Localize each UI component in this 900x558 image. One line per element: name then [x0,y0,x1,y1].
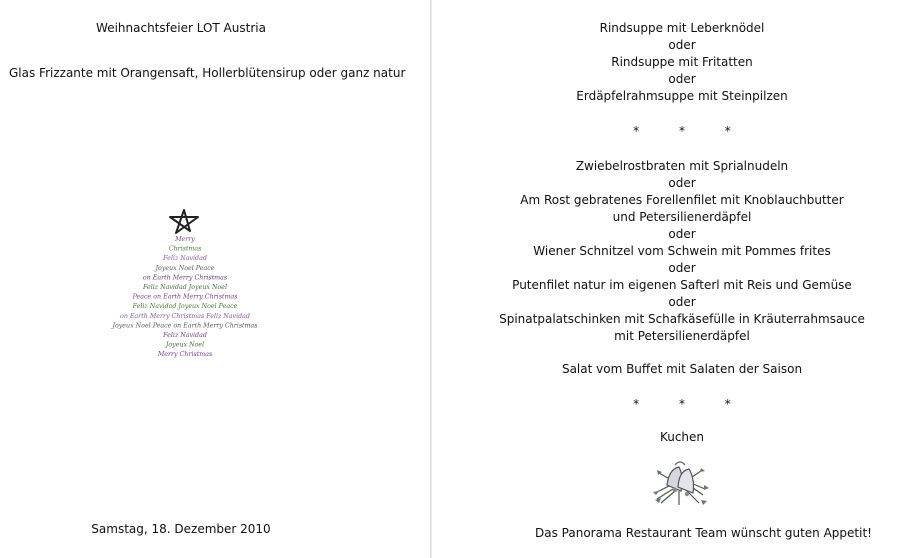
menu-line: Wiener Schnitzel vom Schwein mit Pommes frites [533,244,831,258]
tree-word-line: Christmas [168,245,202,253]
event-title: Weihnachtsfeier LOT Austria [96,21,266,35]
menu-line: Zwiebelrostbraten mit Sprialnudeln [575,159,789,173]
tree-word-line: Joyeux Noel Peace [155,264,215,272]
tree-word-line: Feliz Navidad Joyeux Noel Peace [132,303,238,311]
dessert-line: Kuchen [659,430,705,444]
menu-line: Spinatpalatschinken mit Schafkäsefülle in Kräuterrahmsauce [499,312,865,326]
tree-word-line: Joyeux Noel [165,341,205,349]
salad-line: Salat vom Buffet mit Salaten der Saison [561,362,803,376]
tree-word-line: Feliz Navidad Joyeux Noel [143,284,227,291]
menu-courses [462,20,900,446]
course-separator: * * * [633,397,749,411]
tree-word-line: Merry Christmas [157,351,213,359]
menu-line: Rindsuppe mit Fritatten [611,55,753,69]
course-separator: * * * [633,124,749,138]
closing-message: Das Panorama Restaurant Team wünscht guten Appetit! [535,526,872,540]
menu-or: oder [668,176,696,190]
star-icon [170,210,198,233]
menu-line: Putenfilet natur im eigenen Safterl mit Reis und Gemüse [512,278,852,292]
menu-or: oder [668,38,696,52]
soup-section [462,20,900,105]
tree-word-line: on Earth Merry Christmas [142,274,228,282]
menu-line: Am Rost gebratenes Forellenfilet mit Knoblauchbutter [520,193,844,207]
menu-line: und Petersilienerdäpfel [612,210,752,224]
menu-line: mit Petersilienerdäpfel [614,329,750,343]
tree-word-line: on Earth Merry Christmas Feliz Navidad [120,312,250,320]
tree-word-line: Merry [175,236,195,243]
menu-or: oder [668,261,696,275]
tree-word-line: Feliz Navidad [163,332,207,339]
menu-or: oder [668,72,696,86]
tree-word-line: Joyeux Noel Peace on Earth Merry Christmas [112,322,258,330]
tree-word-line: Peace on Earth Merry Christmas [132,293,238,301]
menu-line: Rindsuppe mit Leberknödel [599,21,765,35]
event-date: Samstag, 18. Dezember 2010 [91,522,271,536]
christmas-bells-icon [651,455,709,507]
tree-word-line: Feliz Navidad [163,255,207,263]
main-course-section [462,158,900,345]
menu-or: oder [668,295,696,309]
menu-or: oder [668,227,696,241]
menu-line: Erdäpfelrahmsuppe mit Steinpilzen [576,89,788,103]
aperitif-line: Glas Frizzante mit Orangensaft, Hollerblütensirup oder ganz natur [9,66,406,80]
christmas-tree-icon [100,205,270,370]
